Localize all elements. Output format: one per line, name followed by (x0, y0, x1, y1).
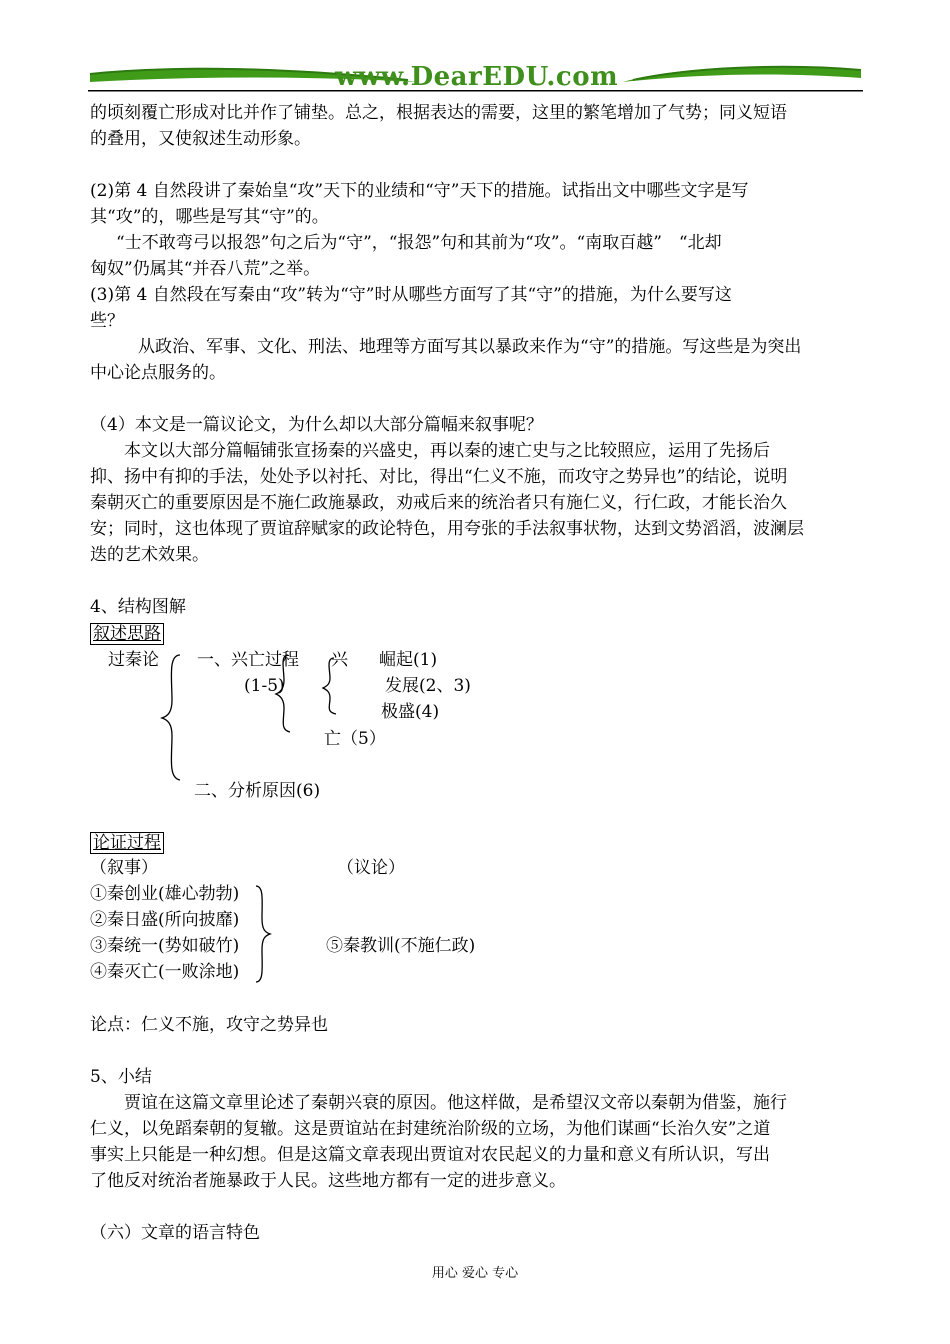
diagram-item: ④秦灭亡(一败涂地) (90, 962, 240, 982)
summary-line: 了他反对统治者施暴政于人民。这些地方都有一定的进步意义。 (90, 1171, 566, 1191)
diagram-xing: 兴 (331, 650, 348, 670)
diagram-left-head: （叙事） (90, 858, 158, 878)
thesis-line: 论点：仁义不施，攻守之势异也 (90, 1015, 328, 1035)
section-heading: 4、结构图解 (90, 597, 186, 617)
text-line: “士不敢弯弓以报怨”句之后为“守”，“报怨”句和其前为“攻”。“南取百越” “北却 (99, 233, 722, 253)
text-line: 安；同时，这也体现了贾谊辞赋家的政论特色，用夸张的手法叙事状物，达到文势滔滔，波澜层 (90, 519, 804, 539)
diagram-jueqi: 崛起(1) (379, 650, 438, 670)
diagram-branch-reasons: 二、分析原因(6) (194, 781, 321, 801)
text-line: 迭的艺术效果。 (90, 545, 209, 565)
text-line: 的叠用，又使叙述生动形象。 (90, 129, 311, 149)
text-line: 抑、扬中有抑的手法，处处予以衬托、对比，得出“仁义不施，而攻守之势异也”的结论，说明 (90, 467, 788, 487)
diagram2-brace (252, 882, 282, 986)
text-line: (2)第 4 自然段讲了秦始皇“攻”天下的业绩和“守”天下的措施。试指出文中哪些文字是写 (90, 181, 749, 201)
text-line: 的顷刻覆亡形成对比并作了铺垫。总之，根据表达的需要，这里的繁笔增加了气势；同义短语 (90, 103, 787, 123)
diagram-jisheng: 极盛(4) (381, 702, 440, 722)
text-line: 中心论点服务的。 (90, 363, 226, 383)
diagram-item: ②秦日盛(所向披靡) (90, 910, 240, 930)
diagram-item: ③秦统一(势如破竹) (90, 936, 240, 956)
page-footer: 用心 爱心 专心 (431, 1266, 519, 1281)
site-logo: www.DearEDU.com (335, 62, 619, 92)
summary-line: 仁义，以免蹈秦朝的复辙。这是贾谊站在封建统治阶级的立场，为他们谋画“长治久安”之道 (90, 1119, 771, 1139)
text-line: 本文以大部分篇幅铺张宣扬秦的兴盛史，再以秦的速亡史与之比较照应，运用了先扬后 (90, 441, 770, 461)
diagram-range: (1-5) (244, 676, 285, 696)
text-line: 匈奴”仍属其“并吞八荒”之举。 (90, 259, 321, 279)
text-line: (3)第 4 自然段在写秦由“攻”转为“守”时从哪些方面写了其“守”的措施，为什么要写这 (90, 285, 732, 305)
diagram-root: 过秦论 (108, 650, 159, 670)
text-line: 些？ (90, 311, 124, 331)
text-line: 从政治、军事、文化、刑法、地理等方面写其以暴政来作为“守”的措施。写这些是为突出 (104, 337, 802, 357)
diagram-right-head: （议论） (337, 858, 405, 878)
diagram-item: ①秦创业(雄心勃勃) (90, 884, 240, 904)
diagram-title-narrative: 叙述思路 (90, 623, 164, 645)
text-line: 秦朝灭亡的重要原因是不施仁政施暴政，劝戒后来的统治者只有施仁义，行仁政，才能长治久 (90, 493, 787, 513)
section-heading: （六）文章的语言特色 (90, 1223, 260, 1243)
summary-line: 事实上只能是一种幻想。但是这篇文章表现出贾谊对农民起义的力量和意义有所认识，写出 (90, 1145, 770, 1165)
diagram-title-argument: 论证过程 (90, 832, 164, 854)
diagram-right-item: ⑤秦教训(不施仁政) (326, 936, 476, 956)
text-line: （4）本文是一篇议论文，为什么却以大部分篇幅来叙事呢？ (90, 415, 543, 435)
text-line: 其“攻”的，哪些是写其“守”的。 (90, 207, 329, 227)
diagram-fazhan: 发展(2、3) (385, 676, 471, 696)
diagram-braces (150, 650, 350, 790)
diagram-wang: 亡（5） (324, 729, 386, 749)
section-heading: 5、小结 (90, 1067, 152, 1087)
summary-line: 贾谊在这篇文章里论述了秦朝兴衰的原因。他这样做，是希望汉文帝以秦朝为借鉴，施行 (90, 1093, 787, 1113)
diagram-branch-rise-fall: 一、兴亡过程 (197, 650, 299, 670)
